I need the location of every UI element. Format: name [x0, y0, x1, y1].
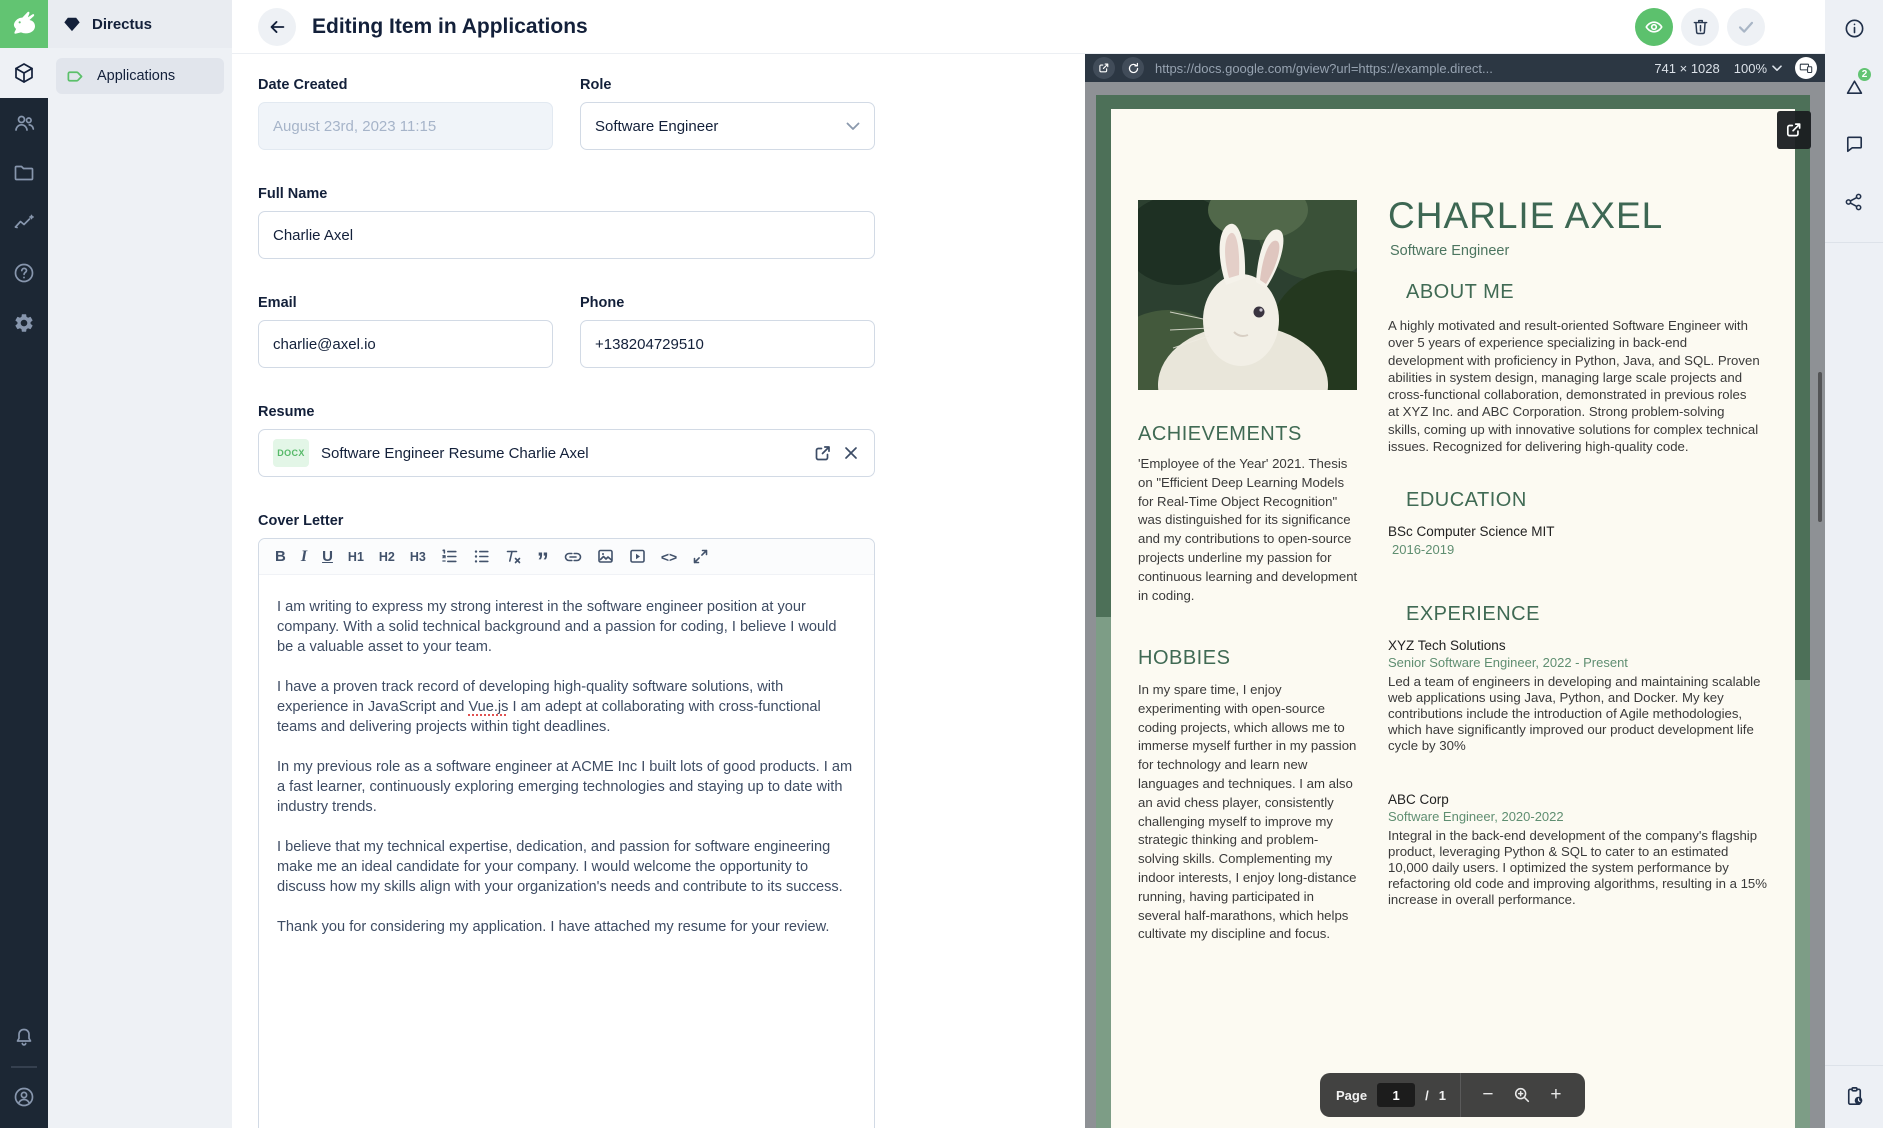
paragraph: Thank you for considering my application. I have attached my resume for your review.: [277, 919, 830, 935]
job-description: Integral in the back-end development of the company's flagship product, leveraging Python & SQL to cater to an estimated 10,000 daily users. I optimized the system performance by refactoring old code and improving algorithms, resulting in a 15% increase in overall performance.: [1388, 828, 1767, 907]
bold-button[interactable]: B: [275, 548, 286, 565]
clear-formatting-button[interactable]: [505, 548, 522, 565]
resume-file-name: Software Engineer Resume Charlie Axel: [321, 444, 589, 462]
zoom-select[interactable]: [1734, 61, 1782, 76]
eye-icon: [1643, 16, 1665, 38]
comments-button[interactable]: [1832, 122, 1876, 166]
phone-label: Phone: [580, 295, 625, 311]
page-border-right: [1795, 95, 1810, 1128]
rabbit-logo-icon: [8, 8, 40, 40]
collection-list: [48, 48, 232, 104]
job-role: Software Engineer, 2020-2022: [1388, 809, 1564, 824]
cube-icon: [12, 61, 36, 85]
underline-button[interactable]: U: [322, 548, 333, 565]
image-button[interactable]: [597, 548, 614, 565]
help-icon: [12, 261, 36, 285]
sidebar-item-label: Applications: [97, 68, 176, 84]
misspelled-word: Vue.js: [468, 699, 509, 715]
activity-log-button[interactable]: [1832, 1074, 1876, 1118]
arrow-left-icon: [266, 16, 288, 38]
page-toolbar: [1320, 1073, 1585, 1117]
preview-url-bar: [1085, 54, 1825, 82]
role-select[interactable]: [580, 102, 875, 150]
date-created-value: August 23rd, 2023 11:15: [273, 117, 437, 135]
page-header: [232, 0, 1825, 54]
job-description: Led a team of engineers in developing and maintaining scalable web applications using Java, Python, and Docker. My key contributions include the introduction of Agile methodologies, which have significantly improved our product development life cycle by 30%: [1388, 674, 1761, 753]
cover-letter-editor: [258, 538, 875, 1128]
revisions-button[interactable]: [1832, 64, 1876, 108]
job-role: Senior Software Engineer, 2022 - Present: [1388, 655, 1628, 670]
revisions-badge: 2: [1856, 66, 1873, 83]
page-title: Editing Item in Applications: [312, 14, 588, 38]
responsive-preview-button[interactable]: [1795, 57, 1817, 79]
profile-photo: [1138, 200, 1357, 390]
info-icon: [1843, 17, 1866, 40]
share-button[interactable]: [1832, 180, 1876, 224]
docx-badge: DOCX: [273, 439, 309, 467]
paragraph-text: I have a proven track record of developing high-quality software solutions, with experience in JavaScript and: [277, 679, 784, 715]
field-cover-letter: [258, 513, 875, 1128]
field-resume: [258, 404, 875, 477]
zoom-tool-button[interactable]: [1509, 1086, 1535, 1104]
field-full-name: [258, 186, 875, 259]
full-name-label: Full Name: [258, 186, 328, 202]
cover-letter-text[interactable]: [259, 575, 874, 979]
share-icon: [1843, 191, 1865, 213]
save-button[interactable]: [1727, 8, 1765, 46]
date-created-label: Date Created: [258, 77, 348, 93]
resume-label: Resume: [258, 404, 315, 420]
module-settings[interactable]: [0, 298, 48, 348]
project-name: Directus: [92, 15, 153, 33]
job-company: ABC Corp: [1388, 792, 1449, 807]
chevron-down-icon: [1772, 65, 1782, 72]
hobbies-text: In my spare time, I enjoy experimenting with open-source coding projects, which allows me to immerse myself further in my passion for technology and learn new languages and techniques. I am also an avid chess player, consistently challenging myself to improve my strategic thinking and problem-solving skills. Complementing my indoor interests, I enjoy long-distance running, having participated in several half-marathons, which helps cultivate my discipline and focus.: [1138, 682, 1357, 942]
email-value: charlie@axel.io: [273, 335, 376, 353]
rail-bottom-section: [1825, 1065, 1883, 1128]
email-label: Email: [258, 295, 297, 311]
zoom-value: 100%: [1733, 60, 1767, 76]
page-label: Page: [1336, 1087, 1368, 1103]
preview-scrollbar-thumb[interactable]: [1818, 372, 1822, 522]
remove-file-button[interactable]: [842, 444, 860, 462]
resume-name: CHARLIE AXEL: [1388, 195, 1664, 236]
open-in-new-tab-button[interactable]: [1093, 57, 1115, 79]
date-created-input[interactable]: [258, 102, 553, 150]
folder-icon: [12, 161, 36, 185]
numbered-list-button[interactable]: [441, 548, 458, 565]
item-form: [232, 54, 1085, 1128]
check-icon: [1735, 16, 1757, 38]
page-total: 1: [1438, 1087, 1446, 1103]
project-header[interactable]: [48, 0, 232, 48]
role-value: Software Engineer: [595, 117, 719, 135]
resume-file-chip[interactable]: [258, 429, 875, 477]
module-files[interactable]: [0, 148, 48, 198]
comment-icon: [1843, 133, 1866, 156]
main-area: [232, 0, 1825, 1128]
paragraph: I believe that my technical expertise, dedication, and passion for software engineering make me an ideal candidate for your company. I would welcome the opportunity to discuss how my skills align with your organization's needs and contribute to its success.: [277, 839, 843, 895]
users-icon: [12, 111, 36, 135]
phone-value: +138204729510: [595, 335, 704, 353]
link-button[interactable]: [564, 548, 582, 566]
expand-document-button[interactable]: [1777, 111, 1811, 149]
field-role: [580, 77, 875, 150]
document-viewport[interactable]: [1085, 82, 1825, 1128]
gem-icon: [62, 14, 82, 34]
code-button[interactable]: <>: [660, 548, 678, 565]
italic-button[interactable]: I: [300, 547, 308, 565]
gear-icon: [13, 312, 35, 334]
directus-logo[interactable]: [0, 0, 48, 48]
delete-button[interactable]: [1681, 8, 1719, 46]
paragraph: In my previous role as a software engineer at ACME Inc I built lots of good products. I am a fast learner, continuously exploring emerging technologies and staying up to date with industry trends.: [277, 759, 853, 815]
page-separator: /: [1425, 1087, 1429, 1103]
file-preview-panel: [1085, 54, 1825, 1128]
resume-page: [1096, 95, 1810, 1128]
cover-letter-label: Cover Letter: [258, 513, 344, 529]
page-number-input[interactable]: 1: [1377, 1083, 1415, 1107]
module-docs[interactable]: [0, 248, 48, 298]
user-avatar[interactable]: [0, 1072, 48, 1122]
education-years: 2016-2019: [1392, 542, 1455, 557]
field-email: [258, 295, 553, 368]
preview-toggle-button[interactable]: [1635, 8, 1673, 46]
notifications-button[interactable]: [0, 1012, 48, 1062]
page-border-left: [1096, 95, 1111, 1128]
trash-icon: [1690, 16, 1711, 37]
h1-button[interactable]: H1: [347, 549, 364, 564]
chevron-down-icon: [846, 122, 860, 131]
insights-icon: [12, 211, 36, 235]
preview-url[interactable]: https://docs.google.com/gview?url=https://example.direct...: [1155, 60, 1493, 76]
phone-input[interactable]: [580, 320, 875, 368]
module-insights[interactable]: [0, 198, 48, 248]
wysiwyg-toolbar: [259, 539, 874, 575]
about-text: A highly motivated and result-oriented Software Engineer with over 5 years of experience specializing in back-end development with proficiency in Python, Java, and SQL. Proven abilities in system design, managing large scale projects and cross-functional collaboration, demonstrated in previous roles at XYZ Inc. and ABC Corporation. Strong problem-solving skills, coming up with innovative solutions for complex technical issues. Recognized for delivering high-quality code.: [1388, 318, 1760, 455]
page-border-top: [1096, 95, 1810, 109]
toolbar-divider: [1460, 1073, 1461, 1117]
field-phone: [580, 295, 875, 368]
education-heading: EDUCATION: [1406, 489, 1527, 511]
bullet-list-button[interactable]: [473, 548, 490, 565]
video-button[interactable]: [629, 548, 646, 565]
info-button[interactable]: [1832, 6, 1876, 50]
module-bar-bottom-divider: [11, 1066, 37, 1068]
fullscreen-button[interactable]: [692, 548, 709, 565]
hobbies-heading: HOBBIES: [1138, 647, 1231, 669]
h3-button[interactable]: H3: [409, 549, 426, 564]
blockquote-button[interactable]: ”: [536, 547, 549, 575]
job-company: XYZ Tech Solutions: [1388, 638, 1506, 653]
right-sidebar-rail: [1825, 0, 1883, 1128]
experience-heading: EXPERIENCE: [1406, 603, 1540, 625]
role-label: Role: [580, 77, 612, 93]
zoom-out-button[interactable]: −: [1482, 1084, 1494, 1105]
h2-button[interactable]: H2: [378, 549, 395, 564]
back-button[interactable]: [258, 8, 296, 46]
bell-icon: [12, 1025, 36, 1049]
module-users[interactable]: [0, 98, 48, 148]
full-name-input[interactable]: [258, 211, 875, 259]
clipboard-clock-icon: [1843, 1085, 1866, 1108]
paragraph-text: I am adept at collaborating with cross-functional teams and delivering projects within tight deadlines.: [277, 699, 821, 735]
full-name-value: Charlie Axel: [273, 226, 354, 244]
project-sidebar: [48, 0, 232, 1128]
paragraph: [277, 677, 856, 737]
module-content[interactable]: [0, 48, 48, 98]
body-row: [232, 54, 1825, 1128]
achievements-text: 'Employee of the Year' 2021. Thesis on "Efficient Deep Learning Models for Real-Time Object Recognition" was distinguished for its significance and my contributions to open-source projects underline my passion for continuous learning and development in coding.: [1138, 456, 1358, 603]
zoom-in-button[interactable]: +: [1550, 1084, 1562, 1105]
education-degree: BSc Computer Science MIT: [1388, 524, 1555, 539]
open-file-button[interactable]: [814, 444, 832, 462]
preview-dimensions: 741 × 1028: [1654, 60, 1720, 76]
account-icon: [12, 1085, 36, 1109]
about-heading: ABOUT ME: [1406, 281, 1515, 303]
rail-bottom-divider: [1825, 1065, 1883, 1066]
sidebar-item-applications[interactable]: [56, 58, 224, 94]
rail-divider: [1825, 242, 1883, 243]
achievements-heading: ACHIEVEMENTS: [1138, 423, 1302, 445]
email-input[interactable]: [258, 320, 553, 368]
module-bar: [0, 0, 48, 1128]
label-icon: [66, 67, 85, 86]
paragraph: I am writing to express my strong interest in the software engineer position at your company. With a solid technical background and a passion for coding, I believe I would be a valuable asset to your team.: [277, 599, 837, 655]
resume-title: Software Engineer: [1390, 243, 1510, 259]
field-date-created: [258, 77, 553, 150]
refresh-button[interactable]: [1122, 57, 1144, 79]
